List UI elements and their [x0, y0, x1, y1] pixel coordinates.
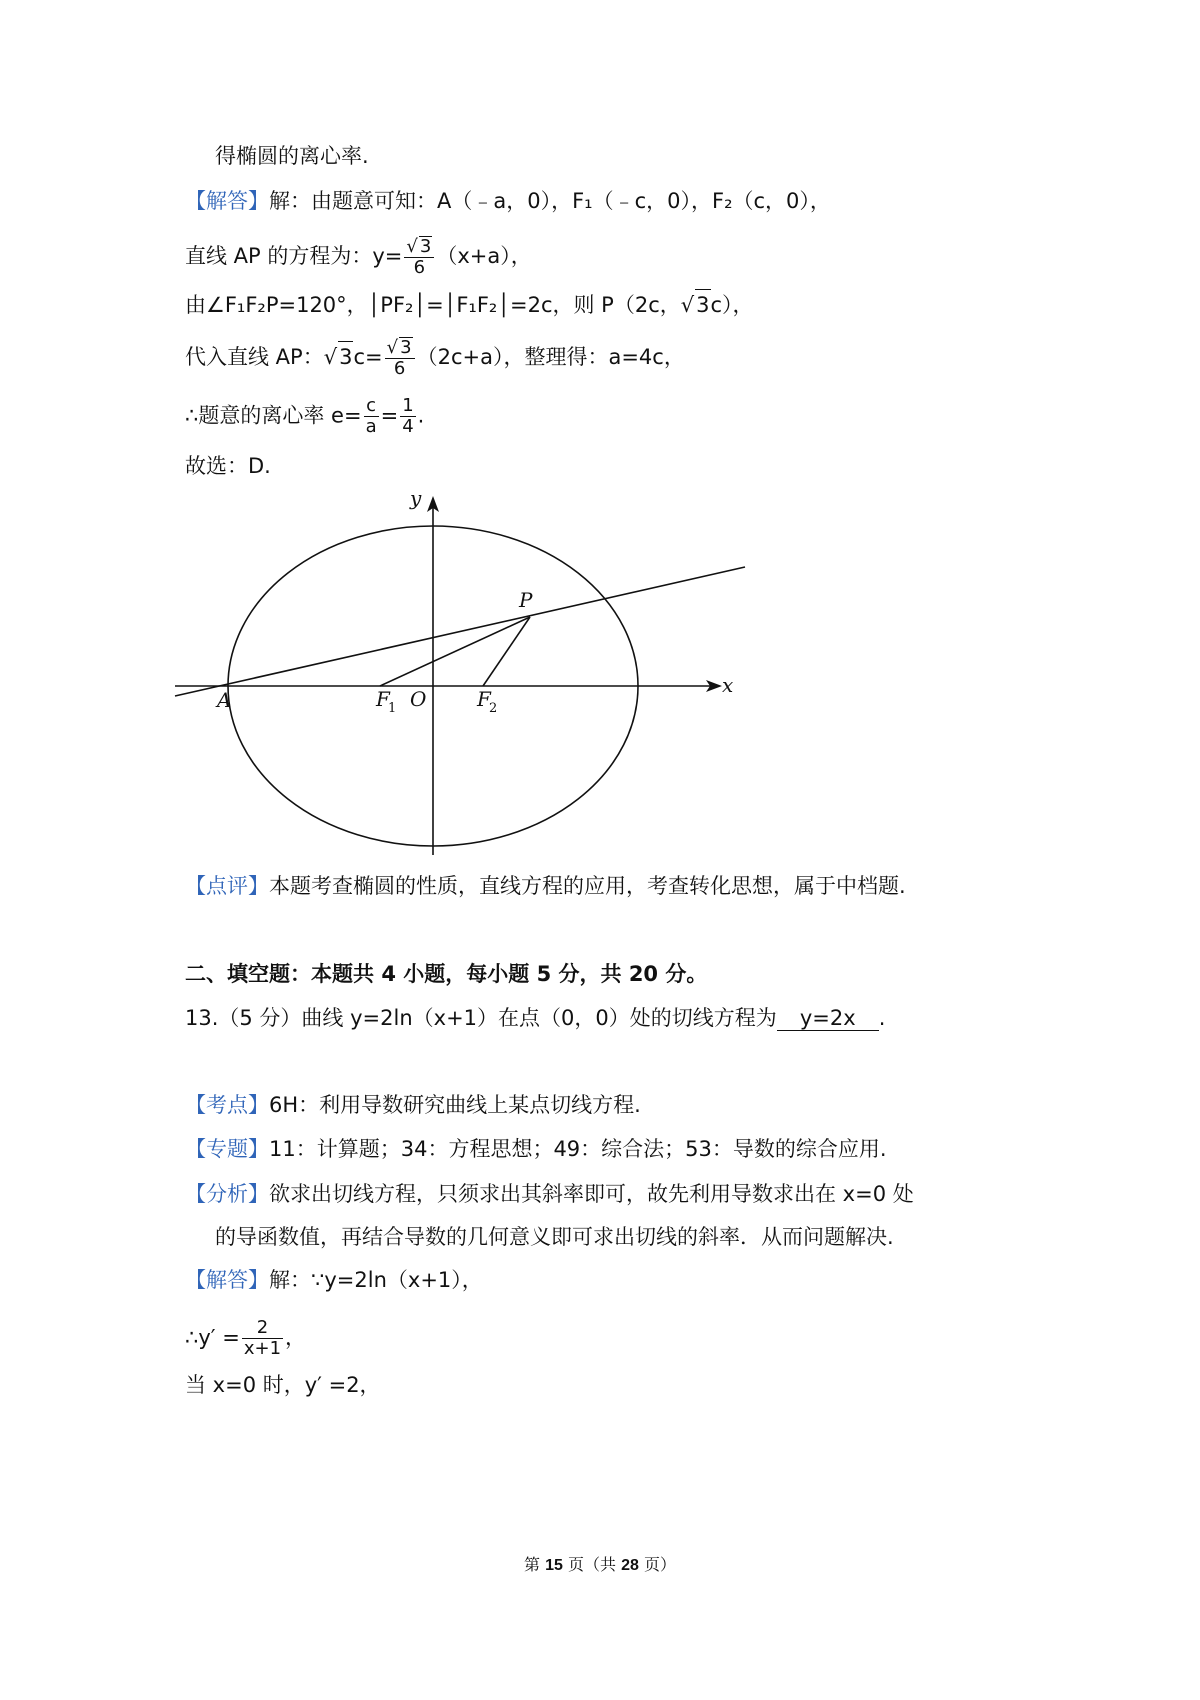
- kaodian-tag: 【考点】: [185, 1093, 269, 1117]
- jieda-line-1: [185, 1265, 483, 1295]
- section-heading: 二、填空题：本题共 4 小题，每小题 5 分，共 20 分。: [185, 962, 708, 986]
- sqrt3: √ 3: [324, 345, 354, 369]
- zhuanti-text: 11：计算题；34：方程思想；49：综合法；53：导数的综合应用.: [269, 1137, 887, 1161]
- label-f1: F: [376, 687, 390, 711]
- comment-text: 本题考查椭圆的性质，直线方程的应用，考查转化思想，属于中档题.: [269, 874, 906, 898]
- label-p: P: [519, 588, 533, 612]
- fraction-sqrt3-over-6: √ $\frac{3}{6}$: [385, 337, 415, 379]
- eccentricity-label: ∴题意的离心率 e=: [185, 403, 362, 428]
- zhuanti-line: [185, 1134, 887, 1164]
- segment-f1p: [380, 617, 530, 686]
- solution-line-5: ∴题意的离心率 e= $\frac{c}{a}$ = $\frac{1}{4}$ .: [185, 395, 425, 437]
- substitute-tail: （2c+a），整理得：a=4c，: [416, 345, 685, 369]
- label-o: O: [410, 687, 427, 711]
- line-ap: [175, 567, 745, 696]
- angle-condition: 由∠F₁F₂P=120°，│PF₂│=│F₁F₂│=2c，则 P（2c，: [185, 293, 681, 317]
- jieda-text-1: 解：∵y=2ln（x+1），: [269, 1268, 483, 1292]
- fenxi-tag: 【分析】: [185, 1182, 269, 1206]
- label-f2: F: [477, 687, 491, 711]
- question-13: 13.（5 分）曲线 y=2ln（x+1）在点（0，0）处的切线方程为 y=2x .: [185, 1006, 886, 1030]
- sqrt3: √ 3: [681, 293, 711, 317]
- comment-tag: 【点评】: [185, 874, 269, 898]
- fraction-2-over-x1: $\frac{2}{x+1}$: [243, 1317, 282, 1359]
- substitute-mid: c=: [353, 345, 383, 369]
- jieda-line-3: 当 x=0 时，y′ =2，: [185, 1373, 381, 1397]
- label-y: y: [410, 486, 422, 510]
- page-number: 15: [545, 1557, 563, 1574]
- point-p-tail: c），: [710, 293, 754, 317]
- jieda-tag: 【解答】: [185, 1268, 269, 1292]
- question-stem: 13.（5 分）曲线 y=2ln（x+1）在点（0，0）处的切线方程为: [185, 1006, 777, 1030]
- label-f2-sub: 2: [489, 701, 498, 716]
- total-pages: 28: [621, 1557, 639, 1574]
- fenxi-line-1: [185, 1179, 914, 1209]
- label-a: A: [217, 688, 232, 712]
- kaodian-text: 6H：利用导数研究曲线上某点切线方程.: [269, 1093, 641, 1117]
- zhuanti-tag: 【专题】: [185, 1137, 269, 1161]
- fenxi-text-1: 欲求出切线方程，只须求出其斜率即可，故先利用导数求出在 x=0 处: [269, 1182, 914, 1206]
- fraction-1-over-4: $\frac{1}{4}$: [402, 395, 414, 437]
- fraction-c-over-a: $\frac{c}{a}$: [365, 395, 377, 437]
- solution-line-6: 故选：D.: [185, 454, 271, 478]
- substitute-label: 代入直线 AP：: [185, 345, 324, 369]
- page-footer: 第 15 页（共 28 页）: [524, 1555, 676, 1574]
- fraction-sqrt3-over-6: √ $\frac{3}{6}$: [404, 236, 434, 278]
- solution-text-1: 解：由题意可知：A（﹣a，0），F₁（﹣c，0），F₂（c，0），: [269, 189, 831, 213]
- jieda-line-2: ∴y′ = $\frac{2}{x+1}$ ，: [185, 1317, 307, 1359]
- answer-blank: y=2x: [777, 1006, 879, 1031]
- line-ap-tail: （x+a），: [436, 244, 532, 268]
- fenxi-line-2: 的导函数值，再结合导数的几何意义即可求出切线的斜率．从而问题解决.: [215, 1225, 894, 1249]
- derivative-label: ∴y′ =: [185, 1325, 240, 1350]
- kaodian-line: [185, 1090, 641, 1120]
- label-x: x: [722, 673, 734, 697]
- line-ap-label: 直线 AP 的方程为：y=: [185, 244, 403, 268]
- comment-line: [185, 871, 906, 901]
- answer-tag: 【解答】: [185, 189, 269, 213]
- intro-line: 得椭圆的离心率.: [215, 144, 369, 168]
- label-f1-sub: 1: [388, 701, 397, 716]
